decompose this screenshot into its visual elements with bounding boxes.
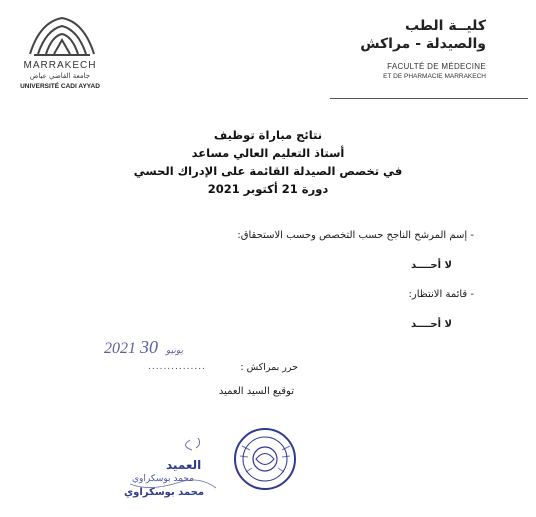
done-at-dots: ............... bbox=[148, 362, 206, 372]
date-year: 2021 bbox=[104, 340, 136, 357]
laureates-value: لا أحــــد bbox=[410, 260, 452, 271]
faculty-name-arabic-line1: كليــة الطب bbox=[404, 18, 486, 34]
university-logo-icon bbox=[20, 14, 104, 62]
logo-city-name: MARRAKECH bbox=[23, 60, 97, 71]
date-day: 30 bbox=[140, 337, 158, 357]
waiting-list-label: - قائمة الانتظار: bbox=[408, 289, 474, 300]
dean-title-stamp: العميد bbox=[166, 458, 202, 472]
faculty-name-arabic-line2: والصيدلة - مراكش bbox=[360, 36, 486, 52]
specialty-title: في تخصص الصيدلة القائمة على الإدراك الحسي bbox=[133, 164, 403, 178]
logo-university-arabic: جامعة القاضي عياض bbox=[29, 72, 91, 80]
faculty-name-french-line1: FACULTÉ DE MÉDECINE bbox=[387, 62, 486, 71]
waiting-list-value: لا أحــــد bbox=[410, 319, 452, 330]
date-month: يونيو bbox=[166, 345, 184, 355]
document-title: نتائج مباراة توظيف bbox=[213, 128, 323, 142]
dean-name-stamp: محمد بوسكراوي bbox=[124, 487, 205, 498]
dean-signature-label: توقيع السيد العميد bbox=[218, 386, 294, 397]
done-at-label: حرر بمراكش : bbox=[240, 362, 298, 373]
position-title: أستاذ التعليم العالي مساعد bbox=[191, 146, 345, 160]
faculty-name-french-line2: ET DE PHARMACIE MARRAKECH bbox=[383, 73, 486, 80]
logo-university-french: UNIVERSITÉ CADI AYYAD bbox=[20, 83, 100, 90]
session-date-title: دورة 21 أكتوبر 2021 bbox=[207, 182, 329, 196]
handwritten-date bbox=[104, 337, 187, 358]
dean-name-signature: محمد بوسكراوي bbox=[132, 474, 194, 484]
laureates-label: - إسم المرشح الناجح حسب التخصص وحسب الاستحقاق: bbox=[237, 230, 474, 241]
header-divider bbox=[330, 98, 528, 99]
official-seal-icon bbox=[232, 426, 298, 492]
